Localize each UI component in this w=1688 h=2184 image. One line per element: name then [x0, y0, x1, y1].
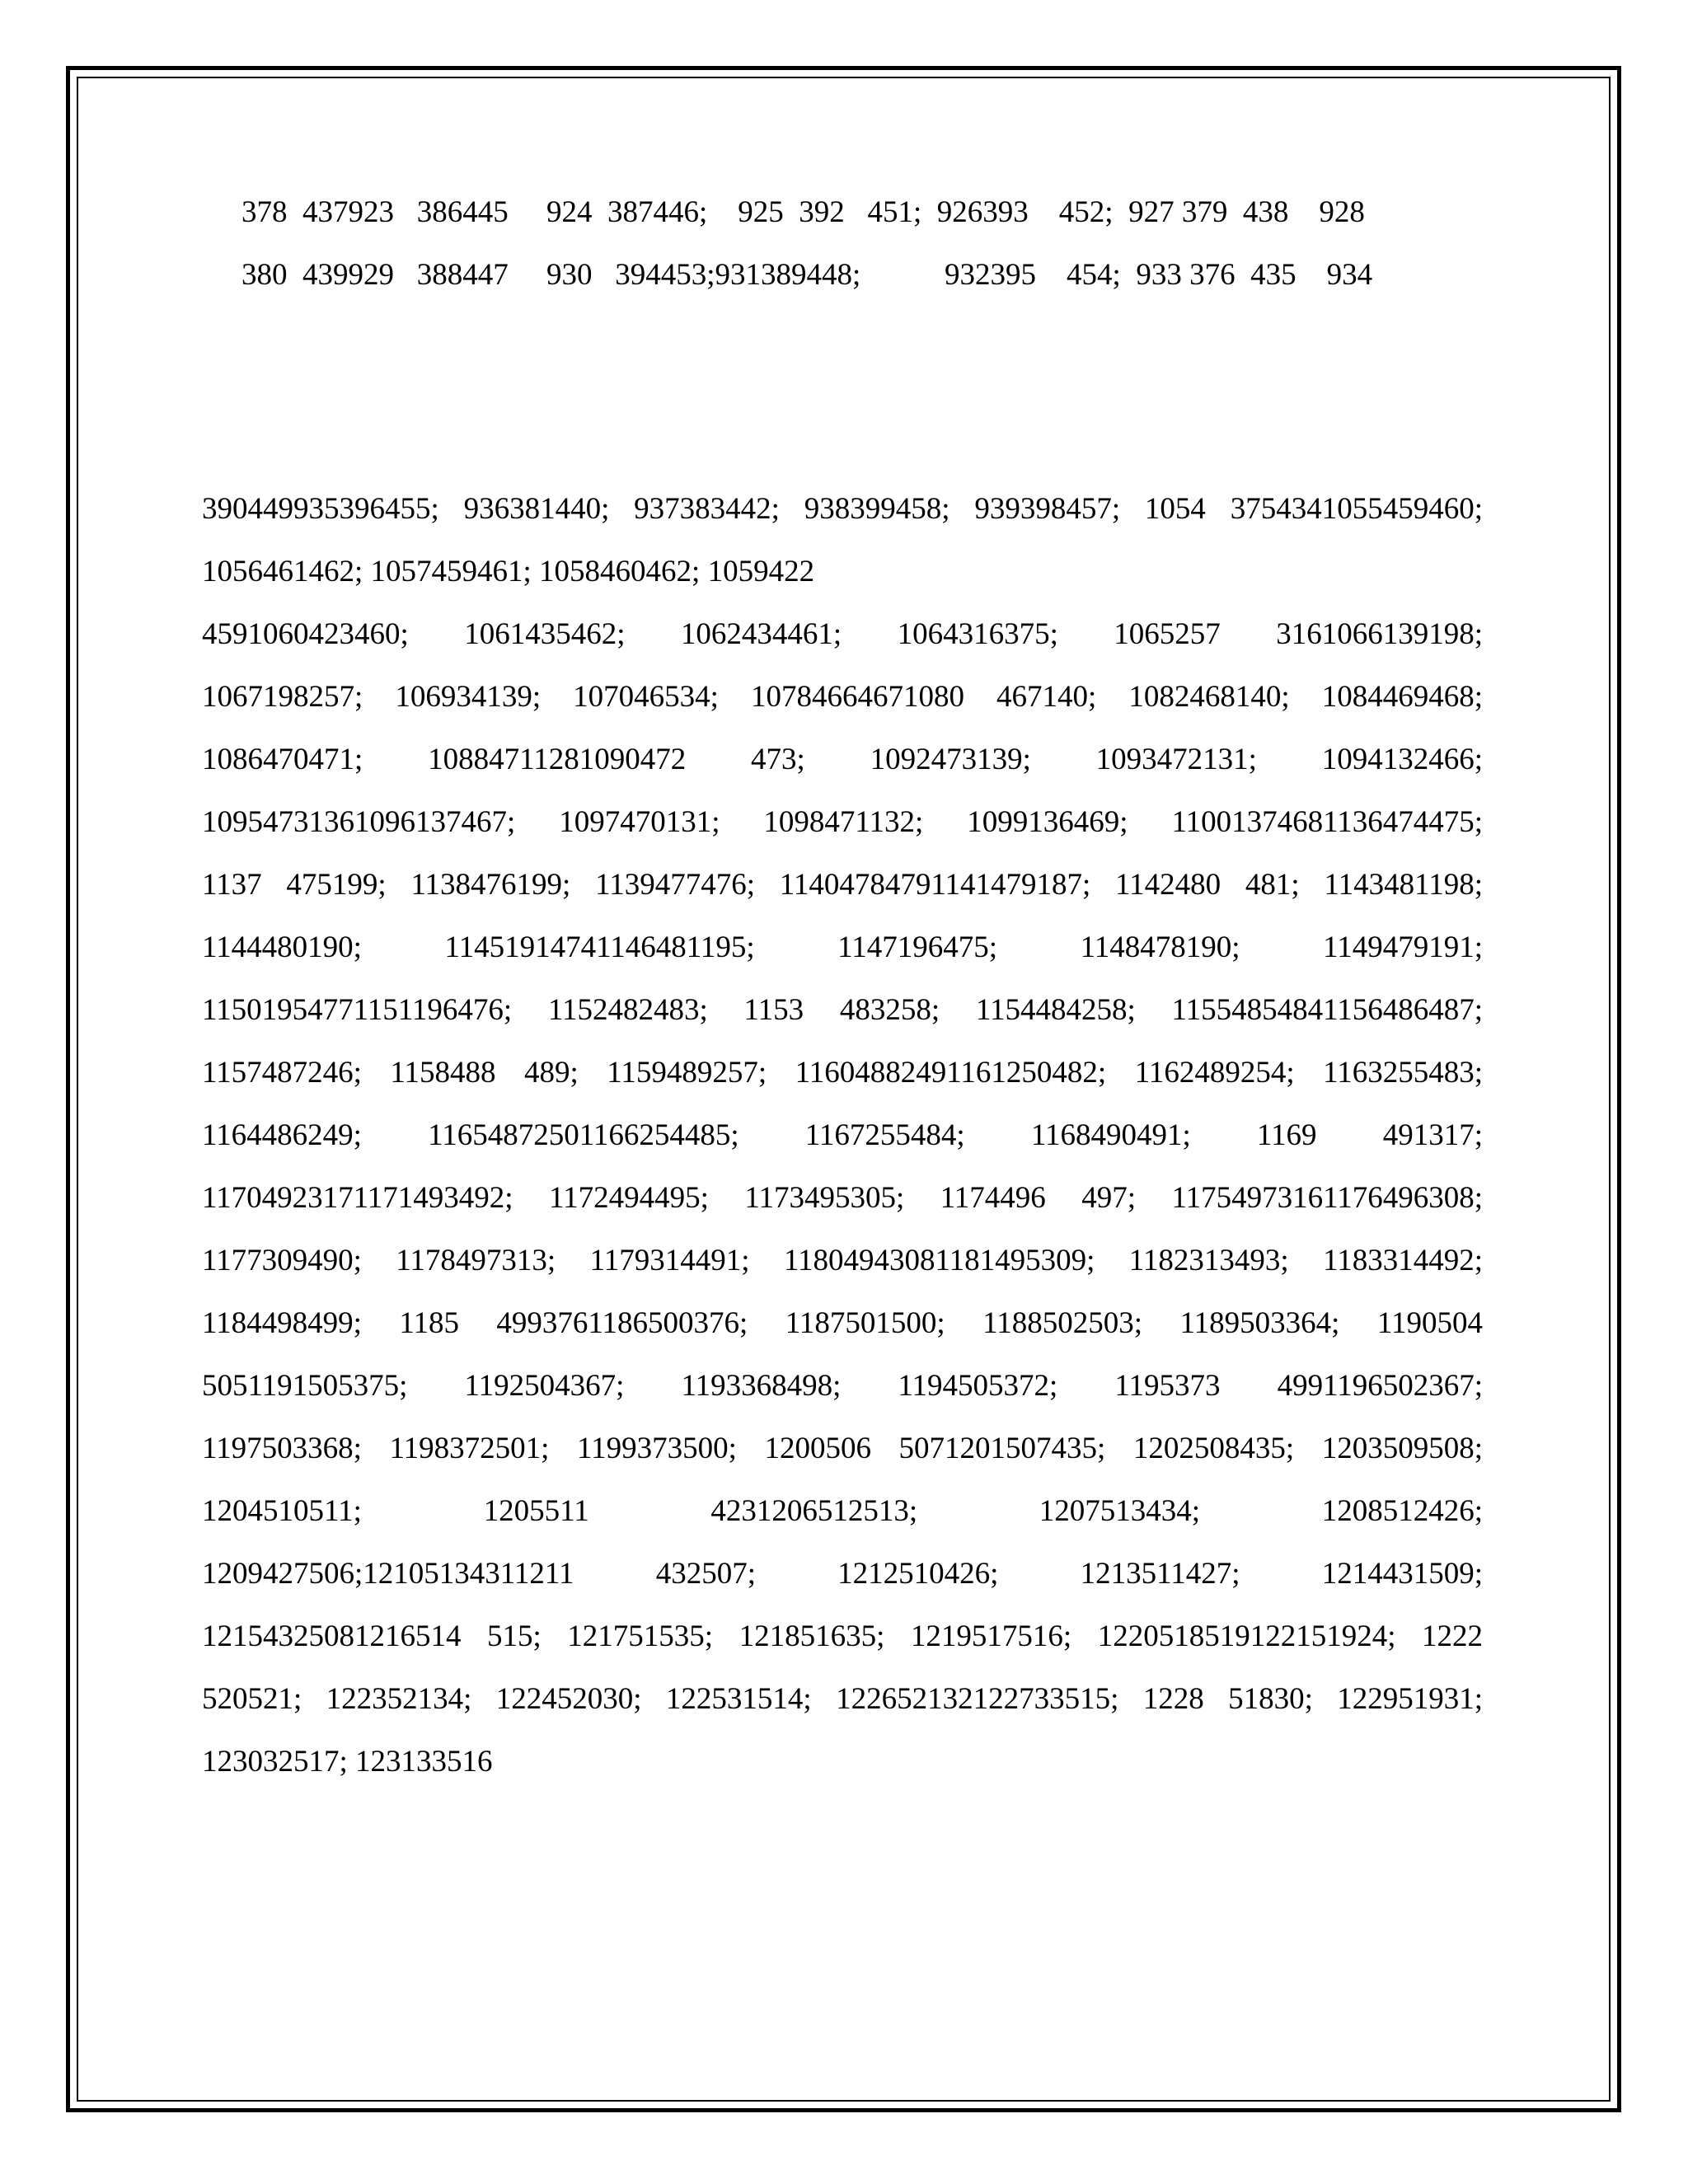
body-line-6: 10954731361096137467; 1097470131; 1098471132; 1099136469; 11001374681136474475;	[202, 805, 1483, 839]
body-line-19: 12154325081216514 515; 121751535; 121851635; 1219517516; 1220518519122151924; 1222	[202, 1619, 1483, 1653]
top-number-block	[241, 191, 1448, 316]
body-line-9: 11501954771151196476; 1152482483; 1153 483258; 1154484258; 11554854841156486487;	[202, 993, 1483, 1027]
body-line-12: 11704923171171493492; 1172494495; 1173495305; 1174496 497; 11754973161176496308;	[202, 1181, 1483, 1215]
body-line-8: 1144480190; 11451914741146481195; 1147196475; 1148478190; 1149479191;	[202, 930, 1483, 964]
body-line-10: 1157487246; 1158488 489; 1159489257; 11604882491161250482; 1162489254; 1163255483;	[202, 1056, 1483, 1090]
body-line-1: 390449935396455; 936381440; 937383442; 938399458; 939398457; 1054 3754341055459460;	[202, 492, 1483, 526]
top-line-2: 380 439929 388447 930 394453;931389448; 932395 454; 933 376 435 934	[241, 258, 1373, 292]
body-line-14: 1184498499; 1185 4993761186500376; 1187501500; 1188502503; 1189503364; 1190504	[202, 1306, 1483, 1340]
body-line-5: 1086470471; 10884711281090472 473; 1092473139; 1093472131; 1094132466;	[202, 743, 1483, 776]
top-line-1: 378 437923 386445 924 387446; 925 392 451; 926393 452; 927 379 438 928	[241, 195, 1365, 229]
body-line-13: 1177309490; 1178497313; 1179314491; 11804943081181495309; 1182313493; 1183314492;	[202, 1244, 1483, 1277]
body-line-21: 123032517; 123133516	[202, 1745, 493, 1779]
body-line-18: 1209427506;12105134311211 432507; 1212510426; 1213511427; 1214431509;	[202, 1557, 1483, 1591]
body-line-17: 1204510511; 1205511 4231206512513; 1207513434; 1208512426;	[202, 1494, 1483, 1528]
body-number-block	[202, 478, 1483, 1793]
body-line-7: 1137 475199; 1138476199; 1139477476; 11404784791141479187; 1142480 481; 1143481198;	[202, 868, 1483, 902]
body-line-20: 520521; 122352134; 122452030; 122531514; 122652132122733515; 1228 51830; 122951931;	[202, 1682, 1483, 1716]
body-line-15: 5051191505375; 1192504367; 1193368498; 1194505372; 1195373 4991196502367;	[202, 1369, 1483, 1403]
body-line-11: 1164486249; 11654872501166254485; 1167255484; 1168490491; 1169 491317;	[202, 1118, 1483, 1152]
body-line-3: 4591060423460; 1061435462; 1062434461; 1064316375; 1065257 3161066139198;	[202, 617, 1483, 651]
body-line-4: 1067198257; 106934139; 107046534; 10784664671080 467140; 1082468140; 1084469468;	[202, 680, 1483, 714]
body-line-16: 1197503368; 1198372501; 1199373500; 1200506 5071201507435; 1202508435; 1203509508;	[202, 1432, 1483, 1465]
body-line-2: 1056461462; 1057459461; 1058460462; 1059422	[202, 555, 815, 588]
